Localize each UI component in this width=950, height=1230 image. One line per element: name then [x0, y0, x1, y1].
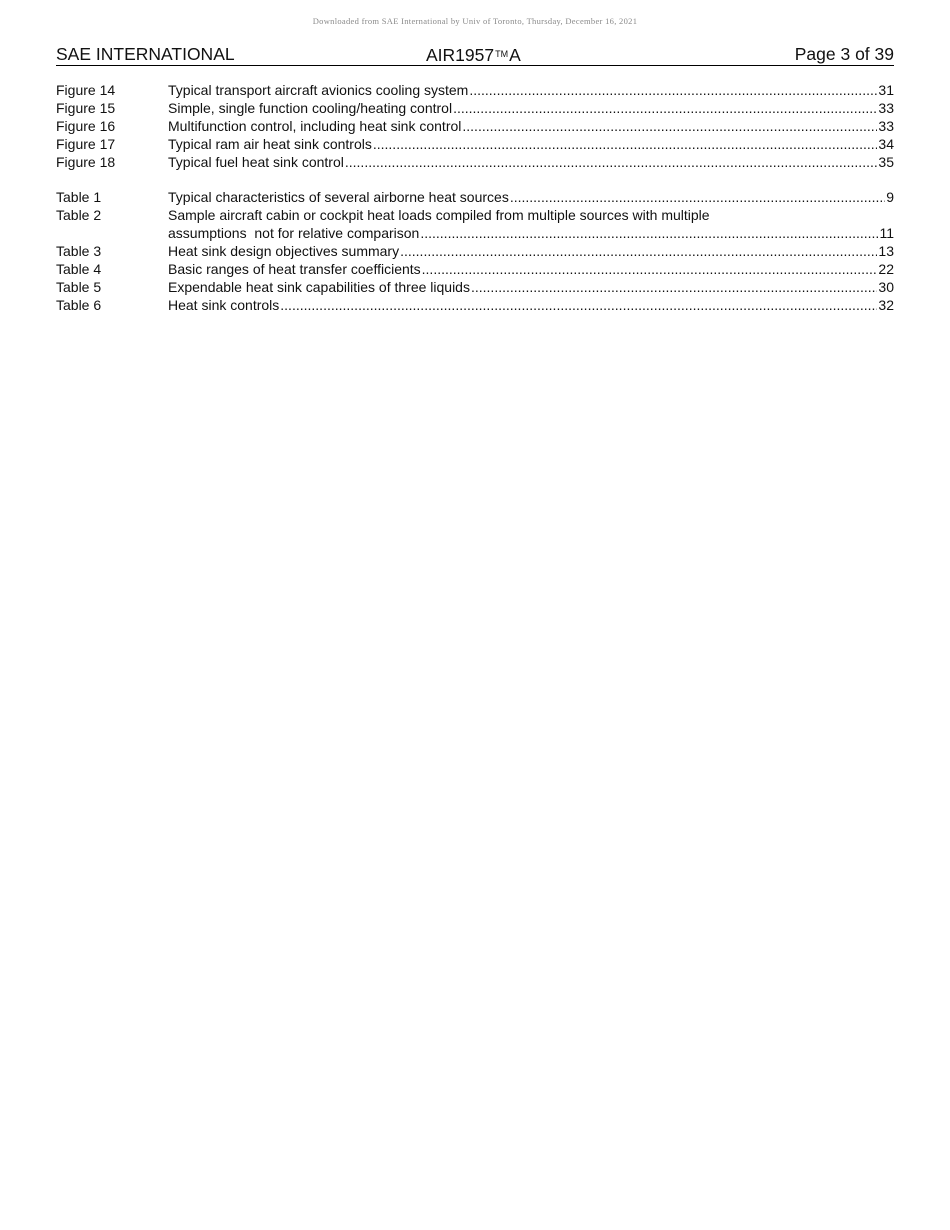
dot-leader — [462, 117, 877, 135]
trademark-mark: TM — [495, 49, 509, 59]
toc-entry-label: Table 6 — [56, 297, 102, 313]
toc-entry-label: Table 1 — [56, 189, 102, 205]
toc-entry-label: Figure 14 — [56, 82, 116, 98]
toc-entry-label: Table 5 — [56, 279, 102, 295]
toc-entry-title: Multifunction control, including heat sink control — [168, 118, 462, 134]
toc-entry[interactable] — [56, 278, 894, 296]
toc-entry-title: Typical fuel heat sink control — [168, 154, 344, 170]
toc-entry[interactable] — [56, 296, 894, 314]
toc-entry[interactable] — [56, 135, 894, 153]
toc-entry-page: 13 — [878, 243, 894, 259]
toc-entry-label: Figure 18 — [56, 154, 116, 170]
toc-entry-label: Figure 16 — [56, 118, 116, 134]
toc-entry-page: 9 — [886, 189, 894, 205]
toc-entry-page: 22 — [878, 261, 894, 277]
toc-entry-label: Table 2 — [56, 207, 102, 223]
toc-entry[interactable] — [56, 260, 894, 278]
toc-entry-title: Typical transport aircraft avionics cooling system — [168, 82, 469, 98]
toc-entry-page: 11 — [879, 225, 894, 241]
toc-entry-label: Figure 17 — [56, 136, 116, 152]
document-number-prefix: AIR1957 — [426, 45, 495, 65]
toc-entry[interactable] — [56, 153, 894, 171]
toc-entry-page: 35 — [878, 154, 894, 170]
toc-entry[interactable] — [56, 117, 894, 135]
table-of-contents — [56, 81, 894, 331]
dot-leader — [422, 260, 878, 278]
document-number-suffix: A — [509, 45, 521, 65]
toc-entry-title: Simple, single function cooling/heating control — [168, 100, 453, 116]
toc-entry[interactable] — [56, 81, 894, 99]
list-of-tables — [56, 188, 894, 314]
toc-entry-page: 34 — [878, 136, 894, 152]
toc-entry[interactable] — [56, 188, 894, 206]
toc-entry-label: Figure 15 — [56, 100, 116, 116]
toc-entry-title: Heat sink controls — [168, 297, 280, 313]
page-number: Page 3 of 39 — [794, 44, 894, 64]
toc-entry-title: Typical characteristics of several airborne heat sources — [168, 189, 509, 205]
toc-entry-page: 32 — [878, 297, 894, 313]
toc-entry-page: 33 — [878, 118, 894, 134]
page-header — [56, 44, 894, 66]
dot-leader — [280, 296, 877, 314]
toc-entry-page: 33 — [878, 100, 894, 116]
toc-entry-title: Sample aircraft cabin or cockpit heat loads compiled from multiple sources with multiple — [168, 207, 710, 223]
toc-entry-page: 31 — [878, 82, 894, 98]
toc-entry-title: Typical ram air heat sink controls — [168, 136, 372, 152]
toc-entry-title: Heat sink design objectives summary — [168, 243, 400, 259]
list-of-figures — [56, 81, 894, 171]
dot-leader — [420, 224, 878, 242]
dot-leader — [345, 153, 878, 171]
download-watermark: Downloaded from SAE International by Univ of Toronto, Thursday, December 16, 2021 — [312, 16, 638, 26]
toc-entry-title: Basic ranges of heat transfer coefficients — [168, 261, 421, 277]
dot-leader — [469, 81, 877, 99]
dot-leader — [471, 278, 877, 296]
toc-entry[interactable] — [56, 206, 894, 224]
toc-entry-label: Table 4 — [56, 261, 102, 277]
dot-leader — [510, 188, 885, 206]
organization-name: SAE INTERNATIONAL — [56, 44, 235, 64]
toc-entry[interactable] — [56, 242, 894, 260]
toc-entry-title-continued: assumptions not for relative comparison — [168, 225, 420, 241]
toc-entry[interactable] — [56, 99, 894, 117]
dot-leader — [373, 135, 878, 153]
toc-entry-page: 30 — [878, 279, 894, 295]
document-number — [426, 44, 521, 66]
dot-leader — [453, 99, 877, 117]
dot-leader — [400, 242, 877, 260]
toc-entry-title: Expendable heat sink capabilities of three liquids — [168, 279, 470, 295]
toc-entry-label: Table 3 — [56, 243, 102, 259]
toc-entry-continuation[interactable] — [56, 224, 894, 242]
